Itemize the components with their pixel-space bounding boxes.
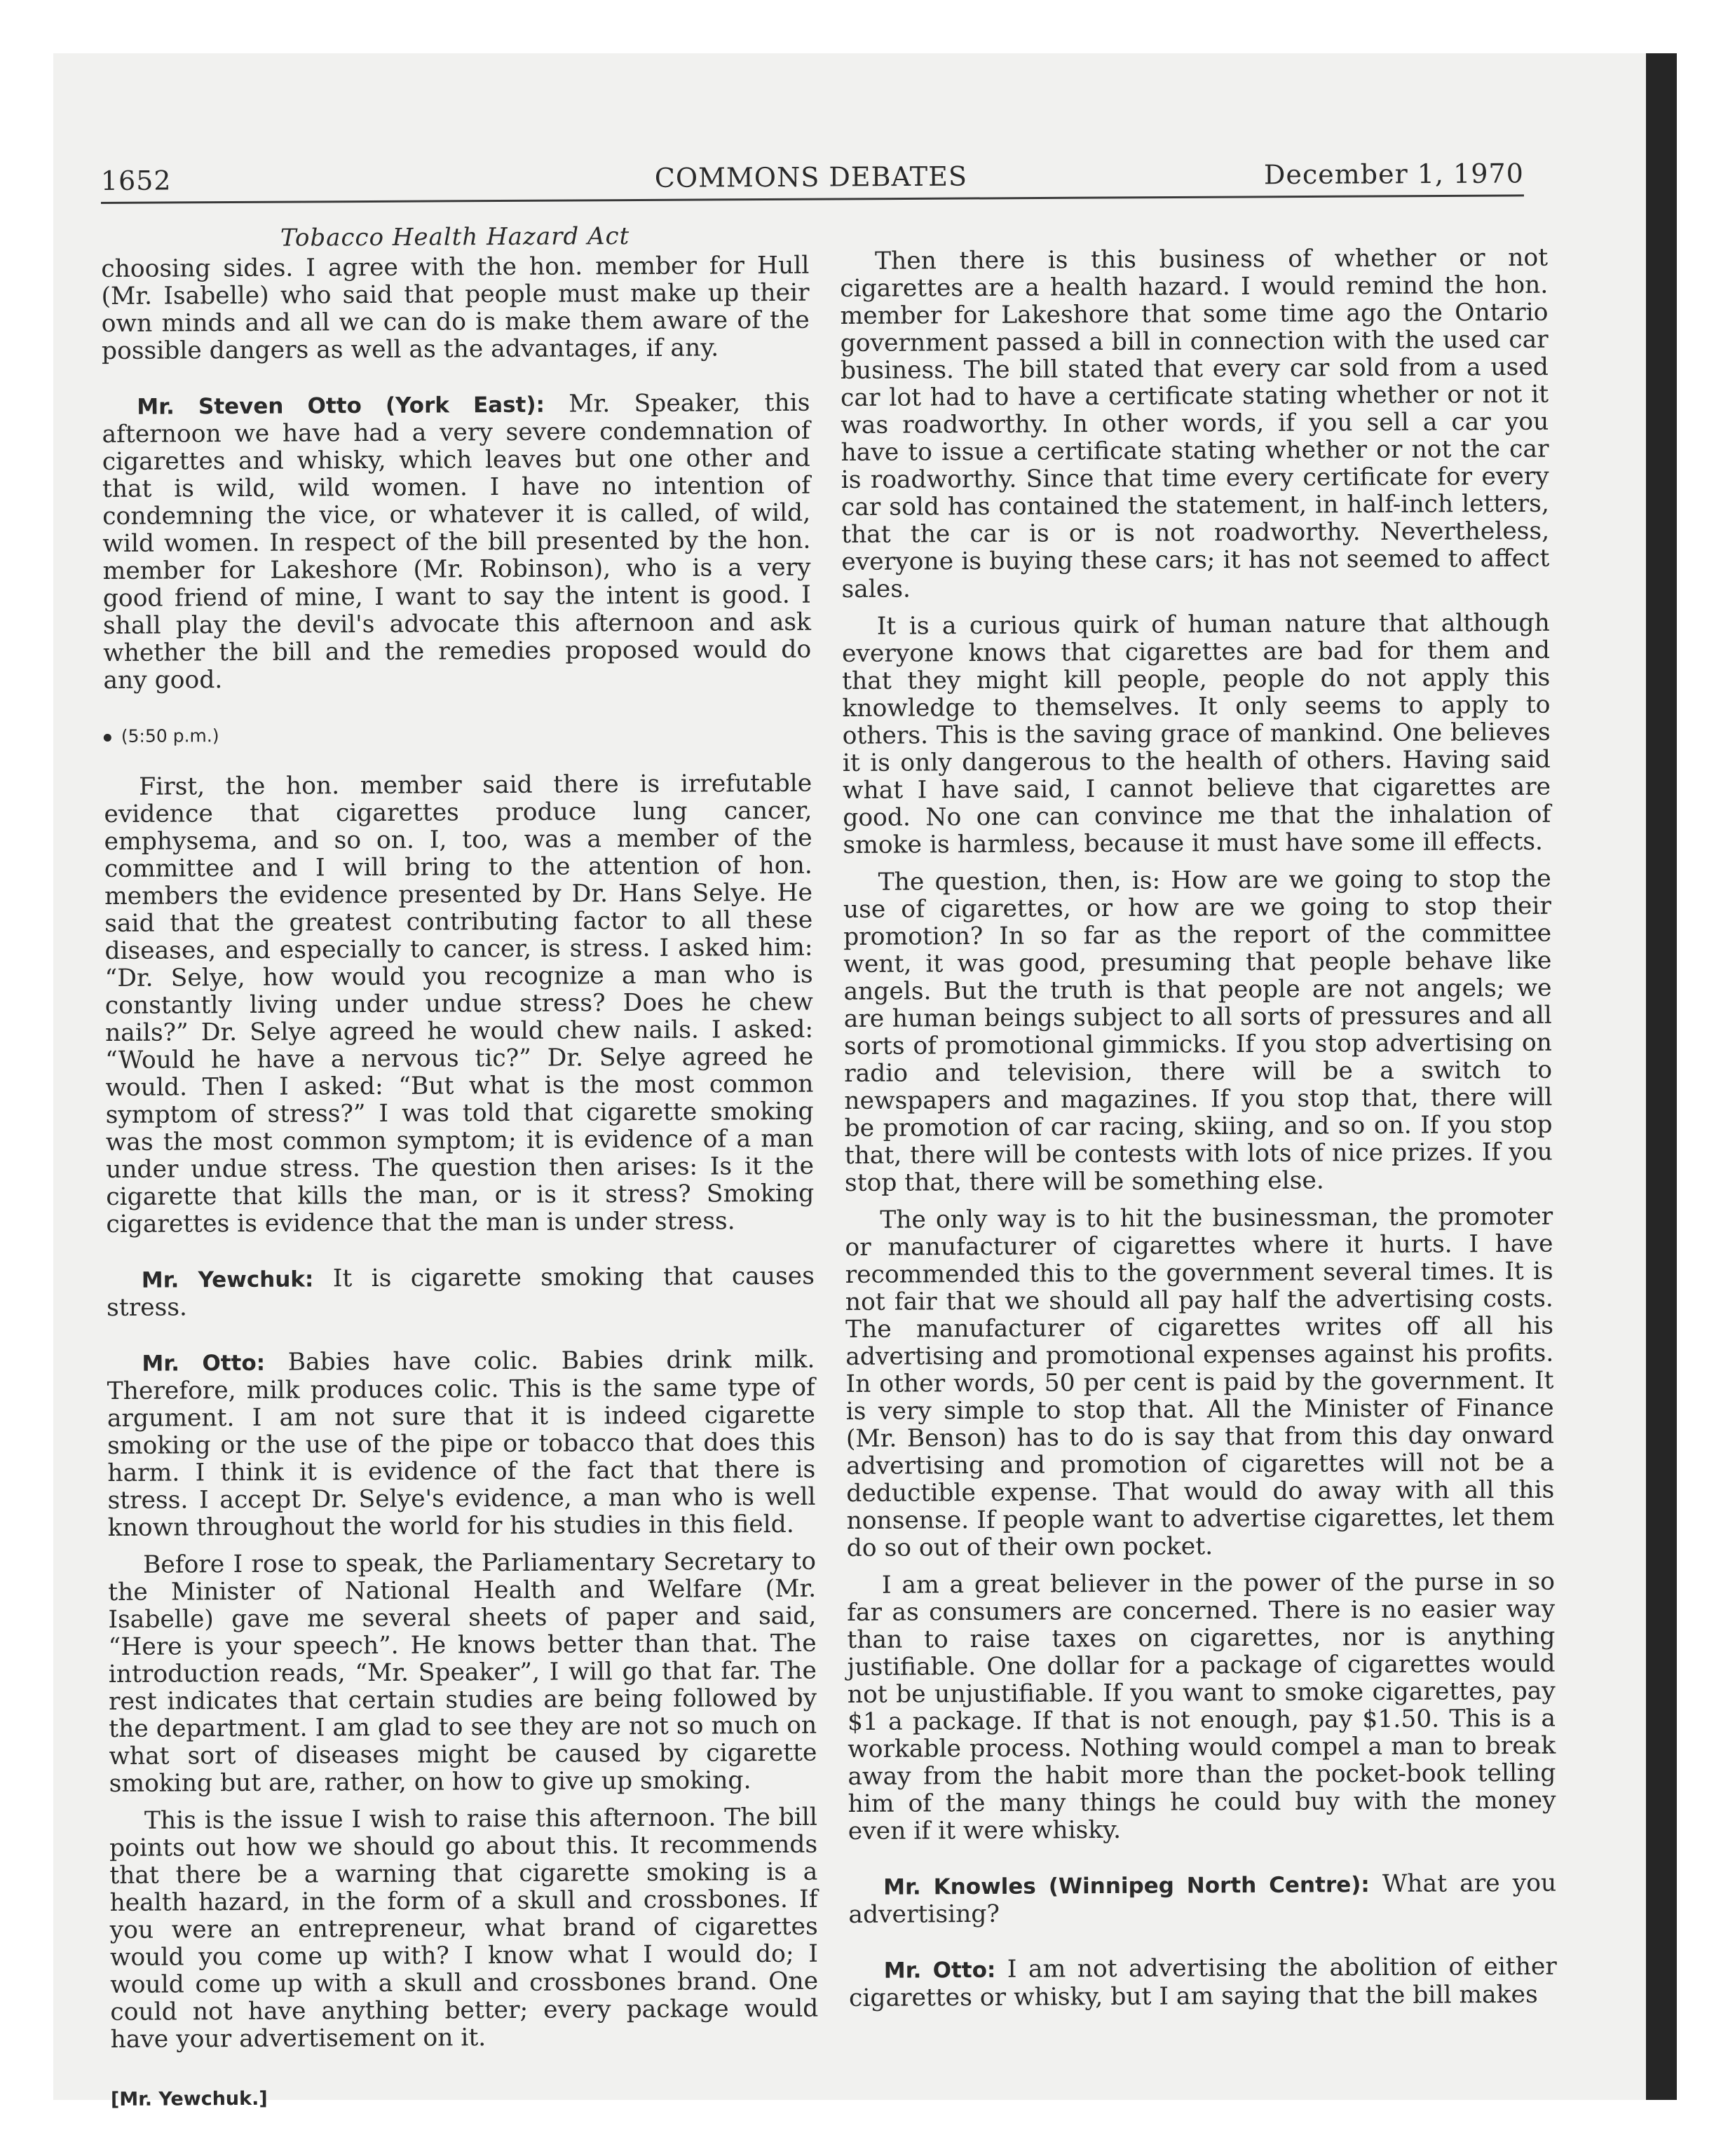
paragraph: First, the hon. member said there is irrefutable evidence that cigarettes produce lung cancer, emphysema, and so on. I, too, was a member of the committee and I will bring to the attention of hon. members the evidence presented by Dr. Hans Selye. He said that the greatest contributing factor to all these diseases, and especially to cancer, is stress. I asked him: “Dr. Selye, how would you recognize a man who is constantly living under undue stress? Does he chew nails?” Dr. Selye agreed he would chew nails. I asked: “Would he have a nervous tic?” Dr. Selye agreed he would. Then I asked: “But what is the most common symptom of stress?” I was told that cigarette smoking was the most common symptom; it is evidence of a man under undue stress. The question then arises: Is it the cigarette that kills the man, or is it stress? Smoking cigarettes is evidence that the man is under stress. bbox=[104, 769, 815, 1239]
running-title: Tobacco Health Hazard Act bbox=[280, 222, 630, 252]
bullet-icon bbox=[104, 733, 111, 741]
paragraph: It is a curious quirk of human nature that although everyone knows that cigarettes are bad for them and that they might kill people, people do not apply this knowledge to themselves. It only seems to apply to others. This is the saving grace of mankind. One believes it is only dangerous to the health of others. Having said what I have said, I cannot believe that cigarettes are good. No one can convince me that the inhalation of smoke is harmless, because it must have some ill effects. bbox=[841, 608, 1551, 859]
speech-text: What are you advertising? bbox=[848, 1869, 1557, 1929]
page-number: 1652 bbox=[100, 165, 172, 197]
paragraph: The only way is to hit the businessman, the promoter or manufacturer of cigarettes where it hurts. I have recommended this to the government several times. It is not fair that we should all pay half the advertising costs. The manufacturer of cigarettes writes off all his advertising and promotional expenses against his profits. In other words, 50 per cent is paid by the government. It is very simple to stop that. All the Minister of Finance (Mr. Benson) has to do is say that from this day onward advertising and promotion of cigarettes will not be a deductible expense. That would do away with all this nonsense. If people want to advertise cigarettes, let them do so out of their own pocket. bbox=[845, 1202, 1555, 1562]
paragraph: Before I rose to speak, the Parliamentary Secretary to the Minister of National Health and Welfare (Mr. Isabelle) gave me several sheets of paper and said, “Here is your speech”. He knows better than that. The introduction reads, “Mr. Speaker”, I will go that far. The rest indicates that certain studies are being followed by the department. I am glad to see they are not so much on what sort of diseases might be caused by cigarette smoking but are, rather, on how to give up smoking. bbox=[108, 1547, 817, 1798]
speaker-name: Mr. Steven Otto (York East): bbox=[137, 392, 545, 420]
speaker-name: Mr. Knowles (Winnipeg North Centre): bbox=[883, 1872, 1370, 1900]
speech-text: Babies have colic. Babies drink milk. Therefore, milk produces colic. This is the same type of argument. I am not sure that it is indeed cigarette smoking or the use of the pipe or tobacco that does this harm. I think it is evidence of the fact that there is stress. I accept Dr. Selye's evidence, a man who is well known throughout the world for his studies in this field. bbox=[107, 1345, 816, 1542]
left-column bbox=[101, 222, 819, 2113]
paragraph: I am a great believer in the power of the purse in so far as consumers are concerned. There is no easier way than to raise taxes on cigarettes, nor is anything justifiable. One dollar for a package of cigarettes would not be unjustifiable. If you want to smoke cigarettes, pay $1 a package. If that is not enough, pay $1.50. This is a workable process. Nothing would compel a man to break away from the habit more than the pocket-book telling him of the many things he could buy with the money even if it were whisky. bbox=[847, 1567, 1556, 1845]
timestamp bbox=[104, 719, 812, 750]
right-column bbox=[840, 245, 1557, 2012]
speaker-name: Mr. Yewchuk: bbox=[141, 1267, 314, 1293]
paragraph: This is the issue I wish to raise this afternoon. The bill points out how we should go about this. It recommends that there be a warning that cigarette smoking is a health hazard, in the form of a skull and crossbones. If you were an entrepreneur, what brand of cigarettes would you come up with? I know what I would do; I would come up with a skull and crossbones brand. One could not have anything better; every package would have your advertisement on it. bbox=[109, 1803, 819, 2054]
speech-text: Mr. Speaker, this afternoon we have had a very severe condemnation of cigarettes and whisky, which leaves but one other and that is wild, wild women. I have no intention of condemning the vice, or whatever it is called, of wild, wild women. In respect of the bill presented by the hon. member for Lakeshore (Mr. Robinson), who is a very good friend of mine, I want to say the intent is good. I shall play the devil's advocate this afternoon and ask whether the bill and the remedies proposed would do any good. bbox=[102, 388, 812, 695]
speaker-name: Mr. Otto: bbox=[142, 1350, 266, 1377]
footnote: [Mr. Yewchuk.] bbox=[110, 2087, 268, 2110]
paragraph: Then there is this business of whether or not cigarettes are a health hazard. I would remind the hon. member for Lakeshore that some time ago the Ontario government passed a bill in connection with the used car business. The bill stated that every car sold from a used car lot had to have a certificate stating whether or not it was roadworthy. In other words, if you sell a car you have to issue a certificate stating whether or not the car is roadworthy. Since that time every certificate for every car sold has contained the statement, in half-inch letters, that the car is or is not roadworthy. Nevertheless, everyone is buying these cars; it has not seemed to affect sales. bbox=[840, 243, 1550, 603]
paragraph: The question, then, is: How are we going to stop the use of cigarettes, or how are we going to stop their promotion? In so far as the report of the committee went, it was good, presuming that people behave like angels. But the truth is that people are not angels; we are human beings subject to all sorts of pressures and all sorts of promotional gimmicks. If you stop advertising on radio and television, there will be a switch to newspapers and magazines. If you stop that, there will be promotion of car racing, skiing, and so on. If you stop that, there will be contests with lots of nice prizes. If you stop that, there will be something else. bbox=[843, 864, 1553, 1197]
speech-paragraph bbox=[102, 390, 811, 695]
scan-edge-shadow bbox=[1646, 53, 1677, 2100]
page-header bbox=[101, 148, 1524, 204]
speech-text: It is cigarette smoking that causes stress. bbox=[106, 1262, 815, 1322]
speech-paragraph bbox=[107, 1263, 815, 1322]
speaker-name: Mr. Otto: bbox=[883, 1957, 996, 1984]
publication-title: COMMONS DEBATES bbox=[654, 161, 968, 193]
speech-paragraph bbox=[107, 1346, 815, 1542]
timestamp-text: (5:50 p.m.) bbox=[121, 725, 219, 746]
publication-date: December 1, 1970 bbox=[1263, 158, 1524, 191]
paragraph: choosing sides. I agree with the hon. member for Hull (Mr. Isabelle) who said that people must make up their own minds and all we can do is make them aware of the possible dangers as well as the advantages, if any. bbox=[101, 251, 810, 365]
speech-paragraph bbox=[848, 1870, 1556, 1929]
speech-paragraph bbox=[849, 1953, 1557, 2012]
speech-text: I am not advertising the abolition of either cigarettes or whisky, but I am saying that the bill makes bbox=[848, 1952, 1557, 2012]
